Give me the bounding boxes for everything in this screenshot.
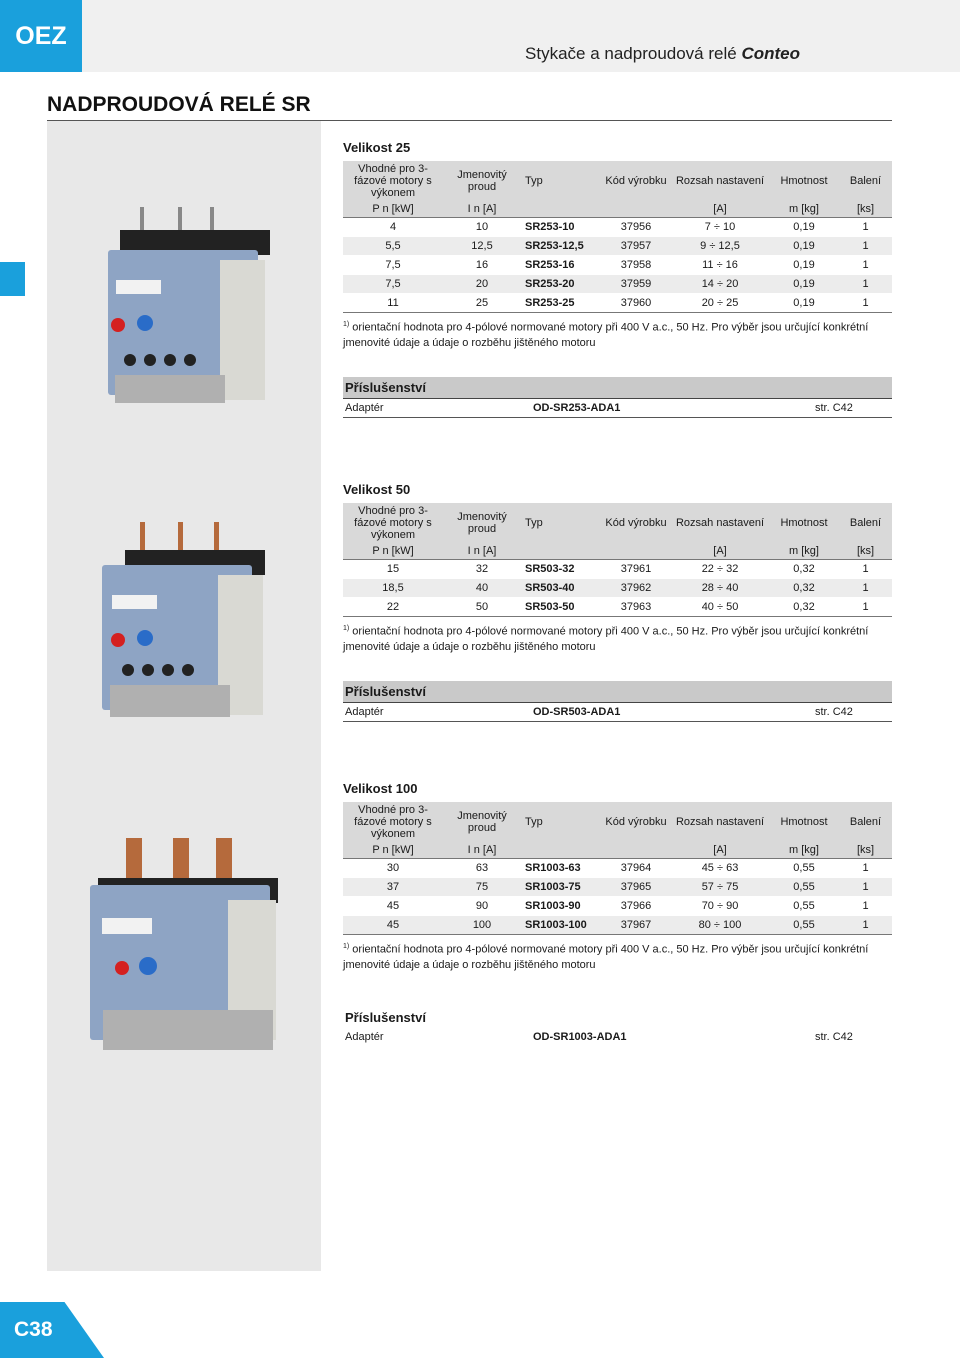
table-row: 7,5 16 SR253-16 37958 11 ÷ 16 0,19 1: [343, 256, 892, 275]
unit-current: I n [A]: [443, 201, 521, 218]
unit-weight: m [kg]: [769, 543, 839, 560]
unit-range: [A]: [671, 842, 769, 859]
header-motor: Vhodné pro 3-fázové motory s výkonem: [354, 804, 432, 840]
section-size-25: [343, 140, 892, 418]
header-weight: Hmotnost: [780, 816, 828, 828]
header-range: Rozsah nastavení: [675, 517, 765, 529]
header-type: Typ: [525, 175, 543, 187]
header-band: [82, 0, 960, 72]
relay-image-size-25: [100, 205, 272, 410]
section-title: Velikost 25: [343, 140, 411, 155]
header-code: Kód výrobku: [605, 517, 667, 529]
spec-table: [343, 503, 892, 617]
accessory-row: Adaptér OD-SR503-ADA1 str. C42: [343, 703, 892, 722]
footnote: $^{1)}$ orientační hodnota pro 4-pólové normované motory při 400 V a.c., 50 Hz. Pro výběr jsou určující konkrétní jmenovité údaje a údaje o rozběhu jištěného motoru: [343, 321, 869, 349]
relay-image-size-50: [100, 520, 272, 725]
section-size-100: [343, 781, 892, 1046]
header-range: Rozsah nastavení: [675, 175, 765, 187]
accessory-row: Adaptér OD-SR1003-ADA1 str. C42: [343, 1028, 892, 1046]
unit-motor: P n [kW]: [343, 842, 443, 859]
unit-range: [A]: [671, 201, 769, 218]
unit-range: [A]: [671, 543, 769, 560]
section-title: Velikost 50: [343, 482, 411, 497]
accessory-heading: Příslušenství: [343, 377, 892, 399]
unit-pack: [ks]: [839, 842, 892, 859]
footnote: $^{1)}$ orientační hodnota pro 4-pólové normované motory při 400 V a.c., 50 Hz. Pro výběr jsou určující konkrétní jmenovité údaje a údaje o rozběhu jištěného motoru: [343, 625, 869, 653]
page-reference-link[interactable]: str. C42: [815, 705, 853, 718]
unit-motor: P n [kW]: [343, 543, 443, 560]
header-weight: Hmotnost: [780, 517, 828, 529]
header-type: Typ: [525, 816, 543, 828]
table-row: 5,5 12,5 SR253-12,5 37957 9 ÷ 12,5 0,19 1: [343, 237, 892, 256]
unit-pack: [ks]: [839, 201, 892, 218]
section-size-50: [343, 482, 892, 722]
header-pack: Balení: [849, 816, 882, 828]
header-pack: Balení: [849, 517, 882, 529]
unit-weight: m [kg]: [769, 842, 839, 859]
table-row: 45 90 SR1003-90 37966 70 ÷ 90 0,55 1: [343, 897, 892, 916]
table-row: 22 50 SR503-50 37963 40 ÷ 50 0,32 1: [343, 598, 892, 617]
unit-weight: m [kg]: [769, 201, 839, 218]
unit-pack: [ks]: [839, 543, 892, 560]
spec-table: [343, 802, 892, 935]
relay-image-size-100: [88, 830, 280, 1055]
header-type: Typ: [525, 517, 543, 529]
table-row: 11 25 SR253-25 37960 20 ÷ 25 0,19 1: [343, 294, 892, 313]
page-title: NADPROUDOVÁ RELÉ SR: [47, 93, 311, 116]
table-row: 18,5 40 SR503-40 37962 28 ÷ 40 0,32 1: [343, 579, 892, 598]
unit-current: I n [A]: [443, 543, 521, 560]
footnote: $^{1)}$ orientační hodnota pro 4-pólové normované motory při 400 V a.c., 50 Hz. Pro výběr jsou určující konkrétní jmenovité údaje a údaje o rozběhu jištěného motoru: [343, 943, 869, 971]
accessory-heading: Příslušenství: [343, 681, 892, 703]
header-code: Kód výrobku: [605, 816, 667, 828]
unit-current: I n [A]: [443, 842, 521, 859]
spec-table: [343, 161, 892, 313]
oez-logo: OEZ: [0, 0, 82, 72]
page-number: C38: [14, 1318, 53, 1341]
table-row: 37 75 SR1003-75 37965 57 ÷ 75 0,55 1: [343, 878, 892, 897]
page-reference-link[interactable]: str. C42: [815, 401, 853, 414]
table-row: 7,5 20 SR253-20 37959 14 ÷ 20 0,19 1: [343, 275, 892, 294]
header-weight: Hmotnost: [780, 175, 828, 187]
table-row: 4 10 SR253-10 37956 7 ÷ 10 0,19 1: [343, 218, 892, 237]
accessory-heading: Příslušenství: [343, 1007, 892, 1028]
accessory-row: Adaptér OD-SR253-ADA1 str. C42: [343, 399, 892, 418]
header-pack: Balení: [849, 175, 882, 187]
table-row: 30 63 SR1003-63 37964 45 ÷ 63 0,55 1: [343, 859, 892, 878]
unit-motor: P n [kW]: [343, 201, 443, 218]
side-marker: [0, 262, 25, 296]
header-current: Jmenovitý proud: [457, 810, 507, 834]
header-code: Kód výrobku: [605, 175, 667, 187]
header-motor: Vhodné pro 3-fázové motory s výkonem: [354, 163, 432, 199]
table-row: 15 32 SR503-32 37961 22 ÷ 32 0,32 1: [343, 560, 892, 579]
table-row: 45 100 SR1003-100 37967 80 ÷ 100 0,55 1: [343, 916, 892, 935]
header-current: Jmenovitý proud: [457, 169, 507, 193]
header-range: Rozsah nastavení: [675, 816, 765, 828]
section-title: Velikost 100: [343, 781, 418, 796]
header-motor: Vhodné pro 3-fázové motory s výkonem: [354, 505, 432, 541]
page-reference-link[interactable]: str. C42: [815, 1030, 853, 1043]
header-title: Stykače a nadproudová relé Conteo: [525, 44, 800, 63]
header-current: Jmenovitý proud: [457, 511, 507, 535]
